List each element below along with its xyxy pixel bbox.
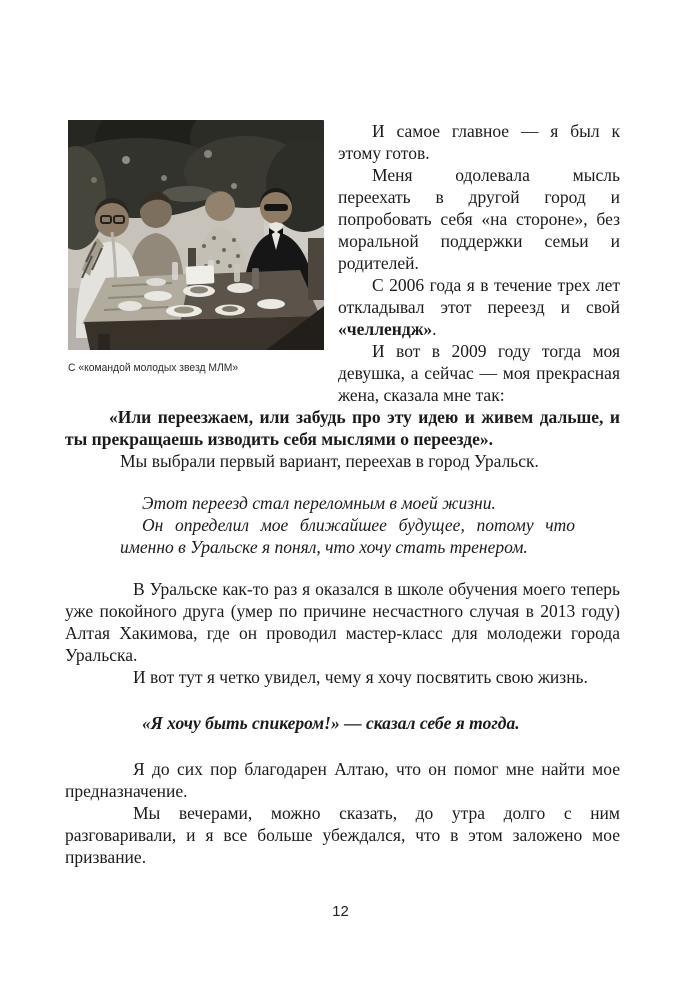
paragraph-choice: Мы выбрали первый вариант, переехав в город Уральск. (120, 451, 539, 471)
photo-frame (68, 120, 324, 350)
paragraph-grateful: Я до сих пор благодарен Алтаю, что он помог мне найти мое предназначение. (65, 759, 620, 801)
page-content (65, 120, 620, 868)
paragraph-ultimatum-quote: «Или переезжаем, или забудь про эту идею и живем дальше, и ты прекращаешь изводить себя мыслями о переезде». (65, 407, 620, 449)
paragraph-uralsk: В Уральске как-то раз я оказался в школе обучения моего теперь уже покойного друга (умер по причине несчастного случая в 2013 году) Алтая Хакимова, где он проводил мастер-класс для молодежи города Уральска. (65, 579, 620, 665)
challenge-text-end: . (432, 319, 437, 339)
photo-figure (68, 120, 324, 376)
paragraph-intro-2: Меня одолевала мысль переехать в другой город и попробовать себя «на стороне», без моральной поддержки семьи и родителей. (338, 165, 620, 273)
challenge-bold-word: «челлендж» (338, 319, 433, 339)
paragraph-intro-1: И самое главное — я был к этому готов. (338, 121, 620, 163)
photo-caption: С «командой молодых звезд МЛМ» (68, 362, 239, 374)
paragraph-speaker-quote: «Я хочу быть спикером!» — сказал себе я тогда. (142, 713, 520, 733)
mlm-team-photo (68, 120, 324, 350)
challenge-text-start: С 2006 года я в течение трех лет откладывал этот переезд и свой (338, 275, 620, 317)
paragraph-girlfriend: И вот в 2009 году тогда моя девушка, а сейчас — моя прекрасная жена, сказала мне так: (338, 341, 620, 405)
paragraph-vision: И вот тут я четко увидел, чему я хочу посвятить свою жизнь. (133, 667, 588, 687)
paragraph-turning-point-1: Этот переезд стал переломным в моей жизни. (142, 493, 496, 513)
paragraph-evenings: Мы вечерами, можно сказать, до утра долго с ним разговаривали, и я все больше убеждался, что в этом заложено мое призвание. (65, 803, 620, 867)
paragraph-turning-point-2: Он определил мое ближайшее будущее, потому что именно в Уральске я понял, что хочу стать тренером. (120, 515, 575, 557)
turning-point-block (120, 492, 575, 558)
page-number: 12 (332, 903, 349, 920)
